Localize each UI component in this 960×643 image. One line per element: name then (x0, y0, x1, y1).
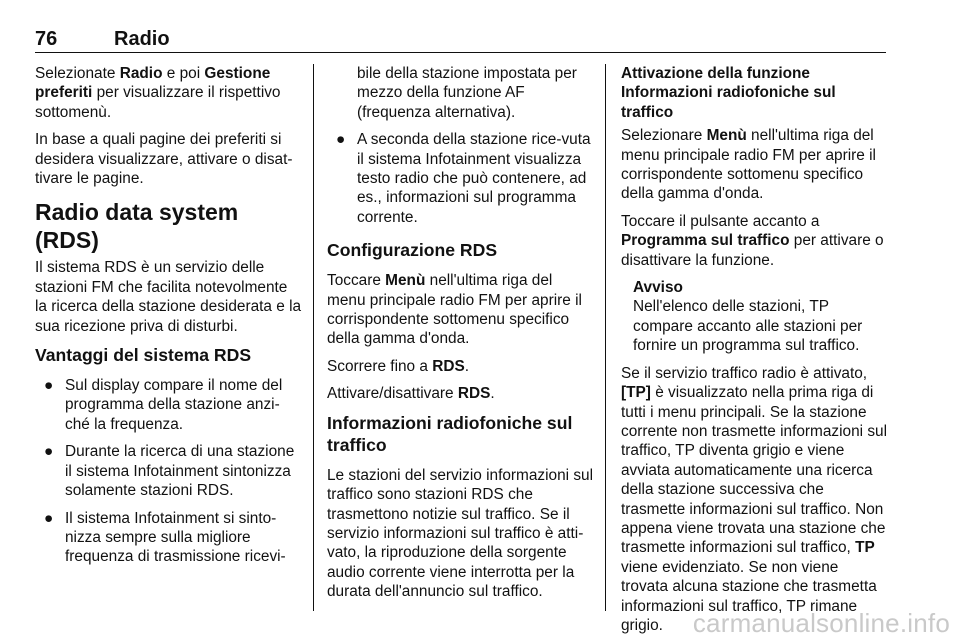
list-item: ● Il sistema Infotainment si sinto-nizza sempre sulla migliore frequenza di trasmissione ricevi- (44, 509, 286, 566)
list-item: ● A seconda della stazione rice-vuta il sistema Infotainment visualizza testo radio che può contenere, ad es., informazioni sul programma corrente. (336, 131, 591, 226)
paragraph-select-favourites: Selezionate Radio e poi Gestione preferiti per visualizzare il rispettivo sottomenù. (35, 65, 281, 121)
column-divider-2 (605, 64, 606, 611)
paragraph-traffic-button: Toccare il pulsante accanto a Programma sul traffico per attivare o disattivare la funzione. (621, 212, 884, 269)
heading-rds-configuration: Configurazione RDS (327, 240, 498, 261)
paragraph-scroll: Scorrere fino a RDS. (327, 357, 469, 375)
section-title: Radio (114, 28, 170, 50)
column-2 (327, 64, 595, 610)
header-rule (35, 52, 886, 53)
heading-traffic-info: Informazioni radiofoniche sul traffico (327, 412, 573, 455)
heading-traffic-activation: Attivazione della funzione Informazioni radiofoniche sul traffico (621, 65, 836, 121)
note-title: Avviso (633, 279, 683, 297)
paragraph-rds-intro: Il sistema RDS è un servizio delle stazioni FM che facilita notevolmente la ricerca della stazione desiderata e la sua ricezione priva di disturbi. (35, 259, 302, 335)
watermark: carmanualsonline.info (692, 608, 950, 638)
heading-rds: Radio data system (RDS) (35, 199, 239, 254)
heading-rds-advantages: Vantaggi del sistema RDS (35, 345, 252, 366)
list-item: ● Sul display compare il nome del programma della stazione anzi-ché la frequenza. (44, 377, 283, 433)
paragraph-menu: Toccare Menù nell'ultima riga del menu principale radio FM per aprire il corrispondente sottomenu specifico della gamma d'onda. (327, 272, 582, 348)
paragraph-tp-status: Se il servizio traffico radio è attivato, [TP] è visualizzato nella prima riga di tutti i menu principali. Se la stazione corrente non trasmette informazioni sul traffico, TP diventa grigio e viene avviata automaticamente una ricerca della stazione successiva che trasmette informazioni sul traffico. Non appena viene trovata una stazione che trasmette informazioni sul traffico, TP viene evidenziato. Se non viene trovata alcuna stazione che trasmetta informazioni sul traffico, TP rimane grigio. (621, 364, 888, 634)
note-box (633, 278, 889, 356)
bullet-icon: ● (44, 509, 54, 527)
advantages-list (35, 376, 302, 567)
paragraph-toggle: Attivare/disattivare RDS. (327, 385, 495, 403)
column-divider-1 (313, 64, 314, 611)
bullet-icon: ● (336, 131, 346, 149)
page-header (35, 28, 886, 50)
list-item-continuation: bile della stazione impostata per mezzo della funzione AF (frequenza alternativa). (357, 65, 577, 121)
bullet-icon: ● (44, 377, 54, 395)
column-3 (621, 64, 889, 643)
paragraph-traffic-stations: Le stazioni del servizio informazioni sul traffico sono stazioni RDS che trasmettono notizie sul traffico. Se il servizio informazioni sul traffico è atti-vato, la riproduzione della sorgente audio corrente viene interrotta per la durata dell'annuncio sul traffico. (327, 466, 594, 601)
note-text: Nell'elenco delle stazioni, TP compare accanto alle stazioni per fornire un programma sul traffico. (633, 298, 863, 355)
column-1 (35, 64, 302, 575)
list-item: ● Durante la ricerca di una stazione il sistema Infotainment sintonizza solamente stazioni RDS. (44, 443, 295, 500)
paragraph-favourite-pages: In base a quali pagine dei preferiti si desidera visualizzare, attivare o disat-tivare le pagine. (35, 131, 293, 188)
bullet-icon: ● (44, 443, 54, 461)
advantages-list-continued (327, 64, 595, 227)
paragraph-select-menu: Selezionare Menù nell'ultima riga del menu principale radio FM per aprire il corrispondente sottomenu specifico della gamma d'onda. (621, 127, 876, 203)
page-number: 76 (35, 28, 58, 50)
